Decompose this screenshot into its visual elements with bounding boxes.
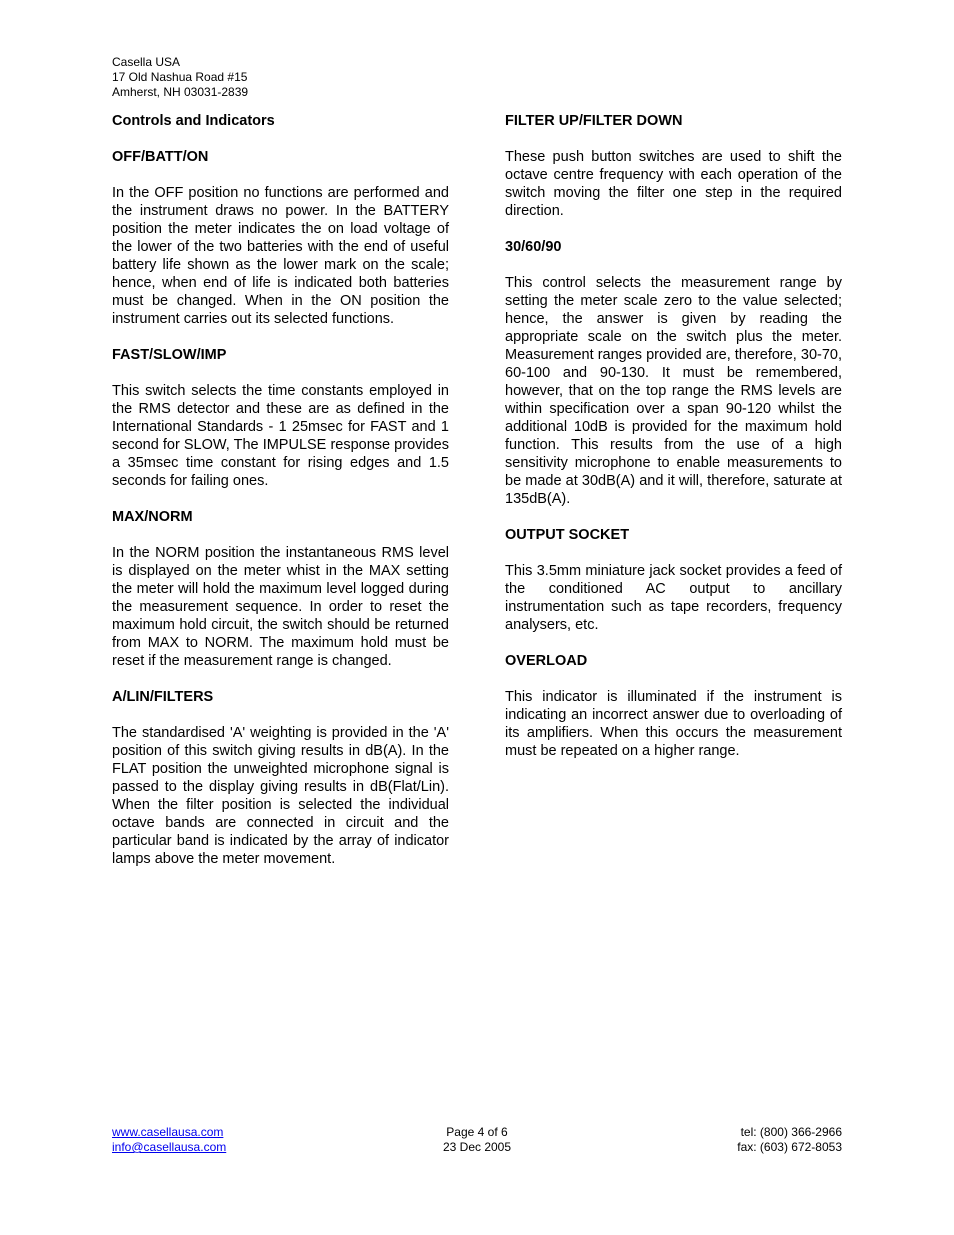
fax-number: fax: (603) 672-8053: [737, 1140, 842, 1154]
section-text-fast-slow-imp: This switch selects the time constants employed in the RMS detector and these are as defined in the International Standards - 1 25msec for FAST and 1 second for SLOW, The IMPULSE response provides a 35msec time constant for rising edges and 1.5 seconds for failing ones.: [112, 383, 449, 489]
section-text-output-socket: This 3.5mm miniature jack socket provides a feed of the conditioned AC output to ancillary instrumentation such as tape recorders, frequency analysers, etc.: [505, 563, 842, 633]
footer-phone-info: [642, 1125, 842, 1155]
section-heading-output-socket: OUTPUT SOCKET: [505, 527, 630, 543]
section-text-off-batt-on: In the OFF position no functions are performed and the instrument draws no power. In the BATTERY position the meter indicates the on load voltage of the lower of the two batteries with the end of useful battery life shown as the lower mark on the scale; hence, when end of life is indicated both batteries must be changed. When in the ON position the instrument carries out its selected functions.: [112, 185, 449, 327]
section-heading-max-norm: MAX/NORM: [112, 509, 193, 525]
company-name: Casella USA: [112, 55, 181, 69]
section-text-range: This control selects the measurement range by setting the meter scale zero to the value selected; hence, the answer is given by reading the appropriate scale on the switch plus the meter. Measurement ranges provided are, therefore, 30-70, 60-100 and 90-130. It must be remembered, however, that on the top range the RMS levels are within specification over a span 90-120 whilst the additional 10dB is provided for the maximum hold function. This results from the use of a high sensitivity microphone to enable measurements to be made at 30dB(A) and it will, therefore, saturate at 135dB(A).: [505, 275, 842, 507]
telephone-number: tel: (800) 366-2966: [740, 1125, 842, 1139]
section-heading-off-batt-on: OFF/BATT/ON: [112, 149, 209, 165]
section-heading-a-lin-filters: A/LIN/FILTERS: [112, 689, 214, 705]
page-title: Controls and Indicators: [112, 113, 275, 129]
footer-contact-links: [112, 1125, 226, 1155]
email-link[interactable]: info@casellausa.com: [112, 1140, 227, 1154]
page-number: Page 4 of 6: [446, 1125, 508, 1139]
address-line-2: Amherst, NH 03031-2839: [112, 85, 249, 99]
section-text-a-lin-filters: The standardised 'A' weighting is provided in the 'A' position of this switch giving results in dB(A). In the FLAT position the unweighted microphone signal is passed to the display giving results in dB(Flat/Lin). When the filter position is selected the individual octave bands are connected in circuit and the particular band is indicated by the array of indicator lamps above the meter movement.: [112, 725, 449, 867]
section-heading-range: 30/60/90: [505, 239, 562, 255]
left-column: [112, 112, 449, 886]
right-column: [505, 112, 842, 778]
section-text-overload: This indicator is illuminated if the instrument is indicating an incorrect answer due to overloading of its amplifiers. When this occurs the measurement must be repeated on a higher range.: [505, 689, 842, 759]
website-link[interactable]: www.casellausa.com: [112, 1125, 224, 1139]
address-line-1: 17 Old Nashua Road #15: [112, 70, 248, 84]
section-heading-overload: OVERLOAD: [505, 653, 588, 669]
section-heading-fast-slow-imp: FAST/SLOW/IMP: [112, 347, 227, 363]
document-date: 23 Dec 2005: [442, 1140, 512, 1154]
section-heading-filter-up-down: FILTER UP/FILTER DOWN: [505, 113, 683, 129]
footer-page-info: [377, 1125, 577, 1155]
section-text-filter-up-down: These push button switches are used to shift the octave centre frequency with each operation of the switch moving the filter one step in the required direction.: [505, 149, 842, 219]
section-text-max-norm: In the NORM position the instantaneous RMS level is displayed on the meter whist in the MAX setting the meter will hold the maximum level logged during the measurement sequence. In order to reset the maximum hold circuit, the switch should be returned from MAX to NORM. The maximum hold must be reset if the measurement range is changed.: [112, 545, 449, 669]
letterhead-address: [112, 55, 248, 100]
